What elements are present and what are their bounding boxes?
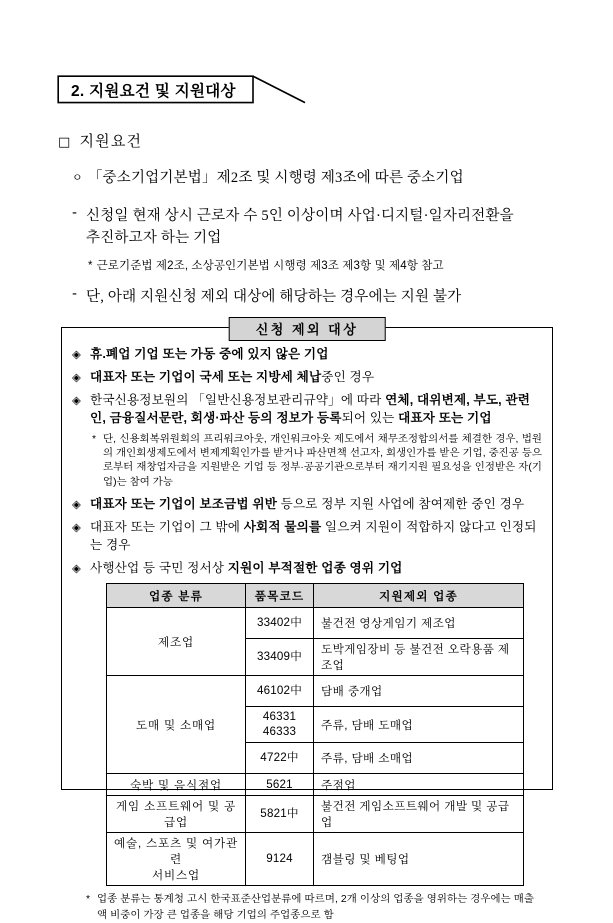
table-row [107, 676, 524, 707]
th-description: 지원제외 업종 [314, 584, 524, 608]
th-code: 품목코드 [246, 584, 314, 608]
table-header-row [107, 584, 524, 608]
exclusion-text-fragment: 대표자 또는 기업이 국세 또는 지방세 체납 [90, 369, 322, 384]
cell-category: 예술, 스포츠 및 여가관련 서비스업 [107, 833, 246, 886]
exclusion-item-4 [72, 496, 542, 514]
exclusion-table-head [107, 584, 524, 608]
cell-item-code: 4722中 [246, 743, 314, 774]
table-row [107, 796, 524, 833]
exclusion-text-fragment: 대표자 또는 기업 [398, 410, 492, 425]
cell-description: 불건전 게임소프트웨어 개발 및 공급업 [314, 796, 524, 833]
requirement-heading-label: 지원요건 [79, 134, 143, 150]
exclusion-item-3 [72, 392, 542, 428]
asterisk-icon-subnote: * [92, 433, 97, 445]
diamond-bullet-icon: ◈ [72, 560, 81, 575]
table-row [107, 774, 524, 796]
eligibility-item-1-line-2: 추진하고자 하는 기업 [86, 230, 222, 247]
exclusion-text-fragment: 휴.폐업 기업 또는 가동 중에 있지 않은 기업 [90, 347, 329, 361]
cell-description: 불건전 영상게임기 제조업 [314, 608, 524, 639]
cell-description: 담배 중개업 [314, 676, 524, 707]
square-bullet-icon: □ [58, 135, 71, 150]
asterisk-icon-table-note: * [86, 894, 91, 906]
cell-category: 제조업 [107, 608, 246, 676]
exclusion-item-2 [72, 369, 542, 387]
table-row [107, 833, 524, 886]
requirement-heading [58, 130, 142, 151]
cell-item-code: 33409中 [246, 639, 314, 676]
diamond-bullet-icon: ◈ [72, 369, 81, 384]
exclusion-table-body [107, 608, 524, 886]
dash-bullet-icon: - [72, 205, 78, 221]
th-category: 업종 분류 [107, 584, 246, 608]
exclusion-table-note-label: 업종 분류는 통계청 고시 한국표준산업분류에 따르며, 2개 이상의 업종을 영위하는 경우에는 매출액 비중이 가장 큰 업종을 해당 기업의 주업종으로 함 [97, 894, 535, 921]
cell-description: 갬블링 및 베팅업 [314, 833, 524, 886]
exclusion-text-fragment: 대표자 또는 기업이 보조금법 위반 [90, 496, 278, 511]
exclusion-box [61, 322, 553, 921]
exclusion-box-title: 신청 제외 대상 [229, 317, 386, 341]
exclusion-text-fragment: 등으로 정부 지원 사업에 참여제한 중인 경우 [277, 496, 525, 511]
circle-bullet-icon: ㅇ [72, 171, 83, 184]
exclusion-item-1 [72, 346, 542, 364]
exclusion-text-fragment: 대표자 또는 기업이 그 밖에 [90, 519, 244, 534]
section-heading-banner [57, 75, 357, 107]
table-row [107, 608, 524, 639]
cell-description: 도박게임장비 등 불건전 오락용품 제조업 [314, 639, 524, 676]
exclusion-subnote [92, 433, 542, 490]
exclusion-table-wrapper [106, 583, 523, 886]
cell-description: 주류, 담배 소매업 [314, 743, 524, 774]
exclusion-subnote-label: 단, 신용회복위원회의 프리워크아웃, 개인워크아웃 제도에서 채무조정합의서를 체결한 경우, 법원의 개인회생제도에서 변제계획인가를 받거나 파산면책 선고자, 회생인가를 받은 기업, 중진공 등으로부터 재창업자금을 지원받은 기업 등 정부·공공기관으로부터 재기지원 필요성을 인정받은 자(기업)는 참여 가능 [103, 433, 542, 488]
exclusion-item-6 [72, 560, 542, 578]
cell-item-code: 46331 46333 [246, 707, 314, 743]
cell-item-code: 33402中 [246, 608, 314, 639]
exclusion-table-note [86, 892, 542, 922]
eligibility-item-1 [72, 205, 562, 250]
eligibility-item-1-line-1: 신청일 현재 상시 근로자 수 5인 이상이며 사업·디지털·일자리전환을 [86, 208, 514, 224]
exclusion-industry-table [106, 583, 524, 886]
eligibility-item-1-note-label: 근로기준법 제2조, 소상공인기본법 시행령 제3조 제3항 및 제4항 참고 [96, 260, 444, 272]
eligibility-item-2 [72, 286, 562, 308]
cell-description: 주점업 [314, 774, 524, 796]
cell-category: 숙박 및 음식점업 [107, 774, 246, 796]
law-reference-label: 「중소기업기본법」제2조 및 시행령 제3조에 따른 중소기업 [87, 170, 464, 186]
exclusion-text-fragment: 사행산업 등 국민 정서상 [90, 560, 228, 575]
exclusion-text-fragment: 일으켜 지원이 적합하지 않다고 인정되는 경우 [90, 519, 537, 552]
exclusion-text-fragment: 중인 경우 [321, 369, 375, 384]
eligibility-item-1-note [88, 257, 444, 273]
exclusion-text-fragment: 되어 있는 [341, 410, 399, 425]
diamond-bullet-icon: ◈ [72, 496, 81, 511]
diamond-bullet-icon: ◈ [72, 392, 81, 407]
cell-category: 도매 및 소매업 [107, 676, 246, 774]
exclusion-text-fragment: 연체, 대위변제, 부도, 관련인, 금융질서문란, 회생·파산 등의 정보가 등록 [90, 392, 531, 425]
exclusion-box-content [62, 328, 552, 923]
page-title: 2. 지원요건 및 지원대상 [71, 83, 236, 100]
law-reference-line [72, 166, 464, 187]
asterisk-icon: * [88, 260, 93, 272]
exclusion-item-5 [72, 519, 542, 555]
cell-description: 주류, 담배 도매업 [314, 707, 524, 743]
exclusion-text-fragment: 사회적 물의를 [243, 519, 322, 534]
cell-item-code: 5821中 [246, 796, 314, 833]
cell-item-code: 9124 [246, 833, 314, 886]
cell-category: 게임 소프트웨어 및 공급업 [107, 796, 246, 833]
eligibility-item-2-label: 단, 아래 지원신청 제외 대상에 해당하는 경우에는 지원 불가 [86, 289, 462, 305]
cell-item-code: 5621 [246, 774, 314, 796]
cell-item-code: 46102中 [246, 676, 314, 707]
exclusion-text-fragment: 한국신용정보원의 「일반신용정보관리규약」에 따라 [90, 392, 386, 407]
dash-bullet-icon-2: - [72, 286, 78, 302]
diamond-bullet-icon: ◈ [72, 347, 81, 361]
exclusion-item-list [72, 346, 542, 577]
diamond-bullet-icon: ◈ [72, 519, 81, 534]
exclusion-text-fragment: 지원이 부적절한 업종 영위 기업 [227, 560, 403, 575]
